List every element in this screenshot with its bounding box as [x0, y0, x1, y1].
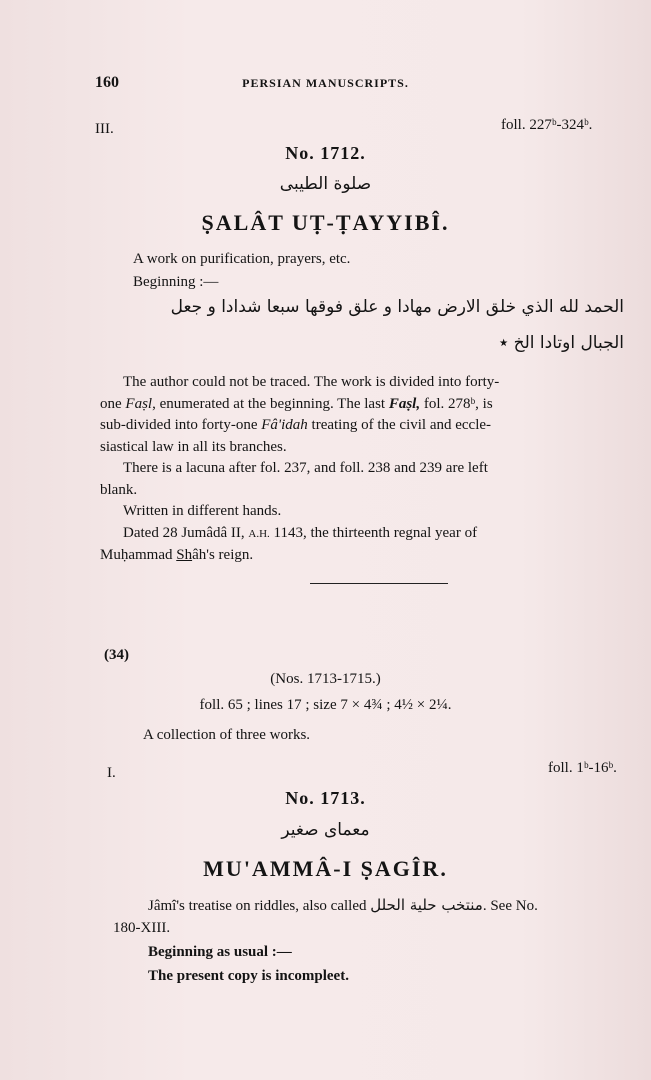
incomplete-note: The present copy is incompleet. — [148, 968, 349, 984]
text-line: Written in different hands. — [123, 503, 282, 519]
work-description: Jâmî's treatise on riddles, also called منتخب حلية الحلل. See No. — [148, 896, 538, 914]
manuscript-number: No. 1713. — [285, 788, 366, 808]
arabic-title: صلوة الطيبى — [279, 174, 372, 194]
page-number: 160 — [95, 74, 119, 91]
text-line: one Faṣl, enumerated at the beginning. The last Faṣl, fol. 278ᵇ, is — [100, 395, 493, 412]
text-line: Muḥammad Shâh's reign. — [100, 547, 254, 563]
work-description: A work on purification, prayers, etc. — [133, 251, 351, 267]
work-title: MU'AMMÂ-I ṢAGÎR. — [203, 856, 448, 881]
manuscript-number: No. 1712. — [285, 143, 366, 163]
arabic-incipit-line1: الحمد لله الذي خلق الارض مهادا و علق فوقها سبعا شدادا و جعل — [170, 297, 624, 317]
section-numeral: III. — [95, 121, 114, 137]
section-numeral: I. — [107, 765, 116, 781]
collation: foll. 65 ; lines 17 ; size 7 × 4¾ ; 4½ × 2¼. — [199, 697, 452, 713]
arabic-title: معماى صغير — [281, 820, 370, 840]
text-line: The author could not be traced. The work is divided into forty- — [123, 374, 500, 390]
text-line: There is a lacuna after fol. 237, and foll. 238 and 239 are left — [123, 460, 488, 476]
text-line: Dated 28 Jumâdâ II, A.H. 1143, the thirteenth regnal year of — [123, 524, 478, 541]
work-description-cont: 180-XIII. — [113, 920, 171, 936]
volume-number: (34) — [104, 647, 129, 663]
running-title: PERSIAN MANUSCRIPTS. — [242, 76, 409, 90]
arabic-incipit-line2: الجبال اوتادا الخ ٭ — [498, 333, 624, 353]
text-line: sub-divided into forty-one Fâ'idah treating of the civil and eccle- — [100, 417, 492, 433]
beginning-note: Beginning as usual :— — [148, 944, 292, 960]
folio-range: foll. 1ᵇ-16ᵇ. — [548, 760, 617, 776]
collection-note: A collection of three works. — [143, 727, 311, 743]
nos-range: (Nos. 1713-1715.) — [270, 671, 381, 687]
work-title: ṢALÂT UṬ-ṬAYYIBÎ. — [201, 210, 450, 235]
text-line: siastical law in all its branches. — [100, 438, 287, 455]
section-divider — [310, 583, 448, 584]
beginning-label: Beginning :— — [133, 274, 219, 290]
folio-range: foll. 227ᵇ-324ᵇ. — [501, 117, 593, 133]
text-line: blank. — [100, 481, 138, 498]
paragraph-author — [100, 372, 627, 567]
